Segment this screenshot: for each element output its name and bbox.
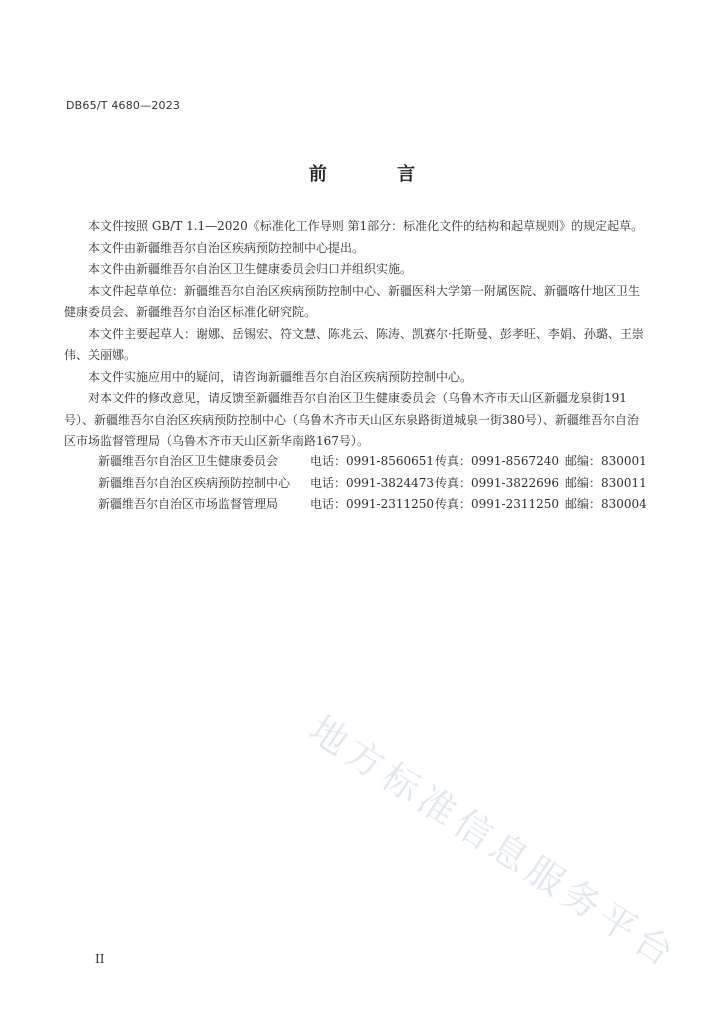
contact-postcode: 邮编：830001 — [565, 454, 647, 468]
contact-name: 新疆维吾尔自治区卫生健康委员会 — [98, 454, 279, 468]
contact-row — [98, 473, 658, 495]
contact-postcode: 邮编：830011 — [565, 475, 647, 490]
paragraph-proposer: 本文件由新疆维吾尔自治区疾病预防控制中心提出。 — [88, 240, 365, 255]
paragraph-inquiries: 本文件实施应用中的疑问，请咨询新疆维吾尔自治区疾病预防控制中心。 — [88, 369, 473, 384]
contact-tel: 电话：0991-2311250 — [310, 497, 435, 511]
watermark: 地方标准信息服务平台 — [301, 707, 686, 978]
contact-tel: 电话：0991-8560651 — [310, 454, 435, 468]
page-number: II — [95, 952, 105, 966]
paragraph-administrator: 本文件由新疆维吾尔自治区卫生健康委员会归口并组织实施。 — [88, 262, 413, 276]
paragraph-feedback: 对本文件的修改意见，请反馈至新疆维吾尔自治区卫生健康委员会（乌鲁木齐市天山区新疆龙泉街191号）、新疆维吾尔自治区疾病预防控制中心（乌鲁木齐市天山区东泉路街道城泉一街380号）、新疆维吾尔自治区市场监督管理局（乌鲁木齐市天山区新华南路167号）。 — [64, 391, 639, 448]
standard-code: DB65/T 4680—2023 — [66, 99, 181, 112]
contact-name: 新疆维吾尔自治区市场监督管理局 — [98, 497, 279, 511]
paragraph-drafting-units: 本文件起草单位：新疆维吾尔自治区疾病预防控制中心、新疆医科大学第一附属医院、新疆喀什地区卫生健康委员会、新疆维吾尔自治区标准化研究院。 — [64, 283, 641, 319]
contact-postcode: 邮编：830004 — [565, 497, 647, 511]
contact-fax: 传真：0991-3822696 — [435, 475, 560, 490]
page-title: 前 言 — [308, 164, 448, 185]
contact-fax: 传真：0991-2311250 — [435, 497, 560, 511]
contact-row — [98, 494, 658, 516]
paragraph-drafters: 本文件主要起草人：谢娜、岳锡宏、符文慧、陈兆云、陈涛、凯赛尔·托斯曼、彭孝旺、李娟、孙璐、王崇伟、关丽娜。 — [64, 326, 644, 362]
contact-tel: 电话：0991-3824473 — [310, 475, 435, 490]
contact-fax: 传真：0991-8567240 — [435, 454, 560, 468]
foreword-body — [64, 216, 648, 453]
contact-row — [98, 451, 658, 473]
contact-list — [98, 451, 658, 516]
contact-name: 新疆维吾尔自治区疾病预防控制中心 — [98, 475, 291, 490]
paragraph-drafting-rules: 本文件按照 GB/T 1.1—2020《标准化工作导则 第1部分：标准化文件的结构和起草规则》的规定起草。 — [88, 219, 644, 233]
